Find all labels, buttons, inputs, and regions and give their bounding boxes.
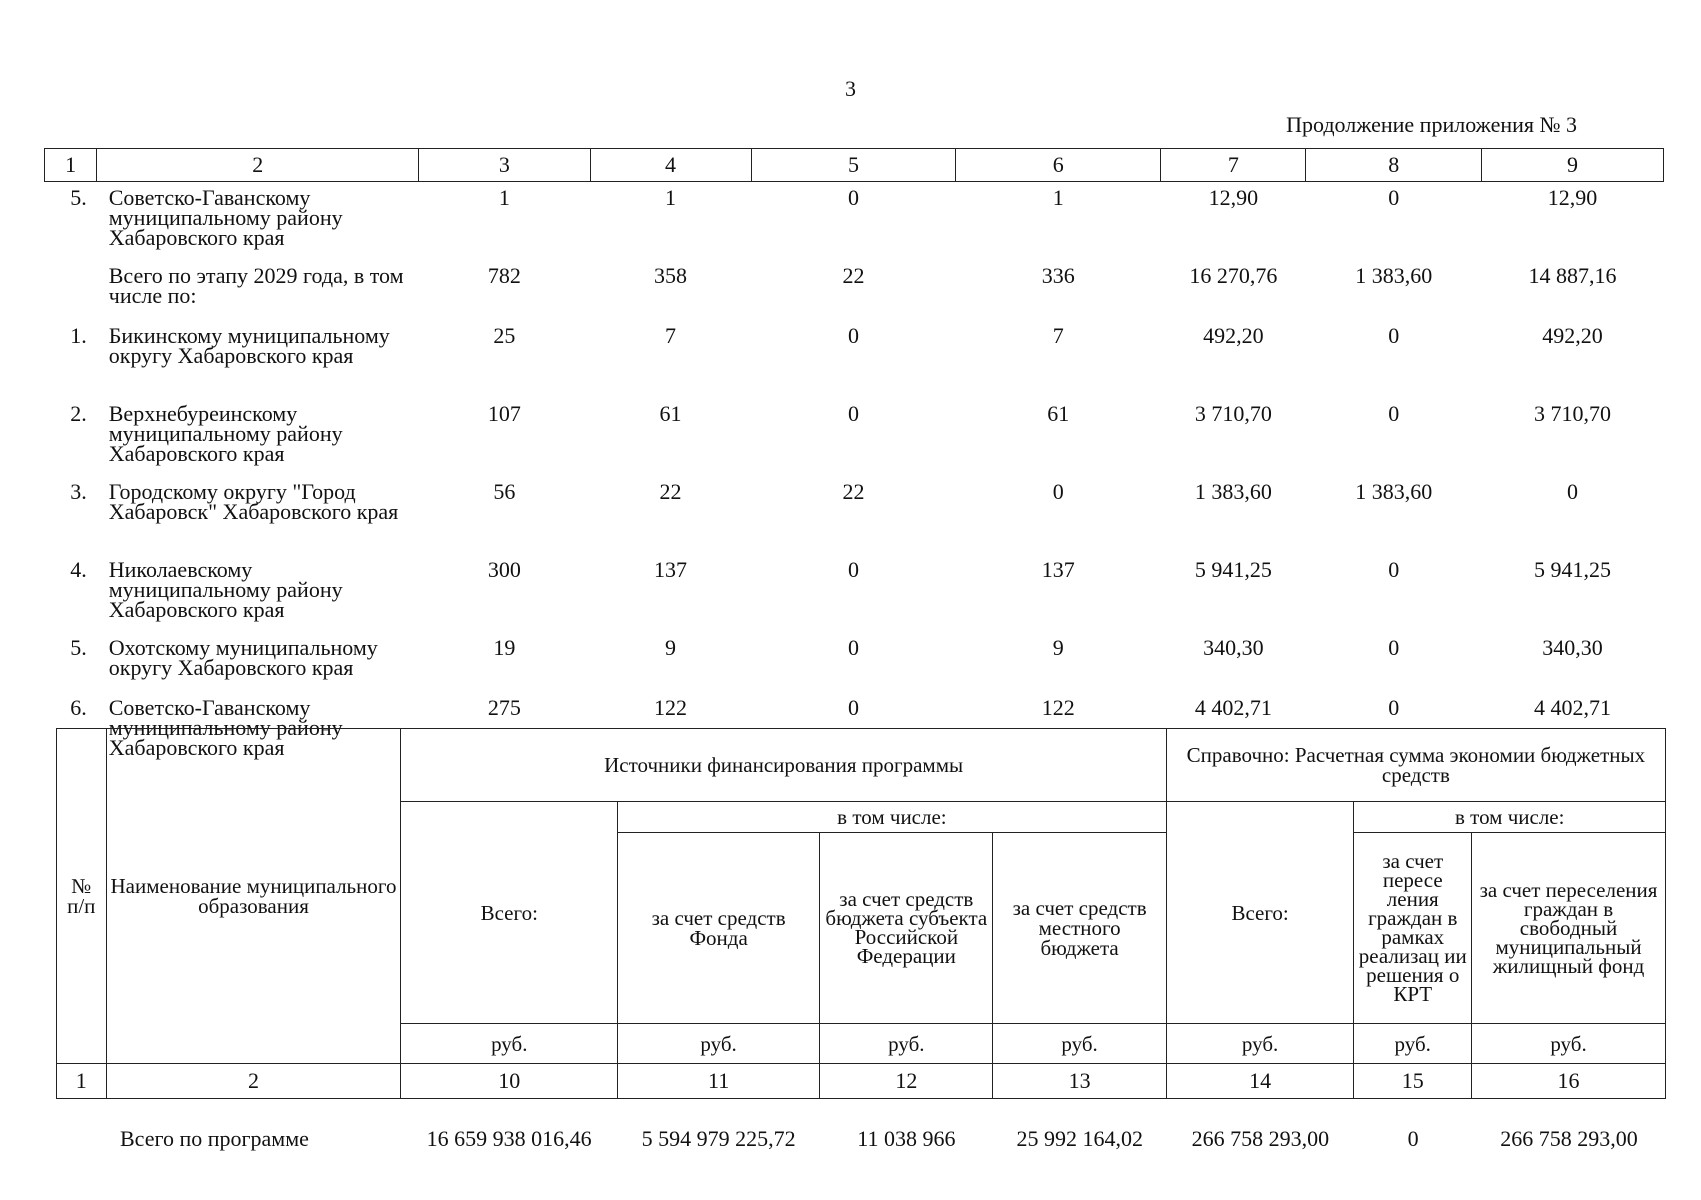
header-including: в том числе: [618, 802, 1167, 833]
cell-value: 1 383,60 [1194, 479, 1272, 504]
header-reference-savings: Справочно: Расчетная сумма экономии бюджетных средств [1166, 729, 1665, 802]
header-free-fund: за счет переселения граждан в свободный муниципальный жилищный фонд [1472, 833, 1666, 1024]
table-row [45, 554, 1664, 632]
top-column-number: 2 [97, 149, 419, 182]
total-value: 11 038 966 [857, 1126, 956, 1151]
unit-label: руб. [1166, 1024, 1354, 1064]
cell-value: 1 383,60 [1355, 263, 1433, 288]
header-municipality-name: Наименование муниципального образования [106, 729, 401, 1064]
top-table [44, 148, 1664, 770]
municipality-name: Советско-Гаванскому муниципальному району Хабаровского края [108, 695, 343, 760]
cell-value: 0 [847, 695, 859, 720]
header-reference-including: в том числе: [1354, 802, 1666, 833]
cell-value: 492,20 [1542, 323, 1603, 348]
table-row [45, 260, 1664, 320]
table-row [45, 632, 1664, 692]
cell-value: 0 [847, 185, 859, 210]
municipality-name: Городскому округу "Город Хабаровск" Хабаровского края [108, 479, 399, 524]
cell-value: 0 [1388, 401, 1400, 426]
total-label: Всего по программе [120, 1126, 309, 1151]
cell-value: 7 [665, 323, 677, 348]
row-number: 3. [70, 479, 87, 504]
bottom-column-number: 10 [401, 1064, 618, 1099]
cell-value: 0 [847, 401, 859, 426]
cell-value: 1 [1052, 185, 1064, 210]
cell-value: 9 [1052, 635, 1064, 660]
cell-value: 0 [847, 635, 859, 660]
top-column-number: 1 [45, 149, 97, 182]
top-table-column-numbers [45, 149, 1664, 182]
cell-value: 336 [1041, 263, 1075, 288]
top-column-number: 5 [751, 149, 956, 182]
row-number: 6. [70, 695, 87, 720]
row-number: 1. [70, 323, 87, 348]
cell-value: 4 402,71 [1534, 695, 1612, 720]
cell-value: 300 [487, 557, 521, 582]
cell-value: 0 [1388, 323, 1400, 348]
bottom-column-number: 1 [57, 1064, 107, 1099]
total-value: 266 758 293,00 [1191, 1126, 1330, 1151]
cell-value: 3 710,70 [1534, 401, 1612, 426]
continuation-label: Продолжение приложения № 3 [1286, 112, 1577, 137]
header-reference-total: Всего: [1166, 802, 1354, 1024]
cell-value: 275 [487, 695, 521, 720]
header-total: Всего: [401, 802, 618, 1024]
header-krt: за счет пересе ления граждан в рамках реализац ии решения о КРТ [1354, 833, 1472, 1024]
cell-value: 107 [487, 401, 521, 426]
row-number: 5. [70, 635, 87, 660]
municipality-name: Всего по этапу 2029 года, в том числе по: [108, 263, 404, 308]
bottom-table-column-numbers [57, 1064, 1666, 1099]
page-number: 3 [845, 76, 856, 101]
header-local-budget: за счет средств местного бюджета [993, 833, 1166, 1024]
total-value: 5 594 979 225,72 [641, 1126, 796, 1151]
bottom-table [56, 728, 1666, 1099]
unit-label: руб. [401, 1024, 618, 1064]
bottom-column-number: 11 [618, 1064, 820, 1099]
unit-label: руб. [618, 1024, 820, 1064]
bottom-column-number: 13 [993, 1064, 1166, 1099]
cell-value: 61 [1047, 401, 1070, 426]
municipality-name: Советско-Гаванскому муниципальному району Хабаровского края [108, 185, 343, 250]
bottom-column-number: 12 [820, 1064, 993, 1099]
cell-value: 0 [847, 557, 859, 582]
municipality-name: Бикинскому муниципальному округу Хабаровского края [108, 323, 390, 368]
cell-value: 340,30 [1542, 635, 1603, 660]
table-row [45, 320, 1664, 398]
row-number: 5. [70, 185, 87, 210]
unit-label: руб. [820, 1024, 993, 1064]
cell-value: 358 [654, 263, 688, 288]
cell-value: 122 [1041, 695, 1075, 720]
cell-value: 3 710,70 [1194, 401, 1272, 426]
row-number: 2. [70, 401, 87, 426]
cell-value: 0 [847, 323, 859, 348]
cell-value: 56 [493, 479, 516, 504]
cell-value: 340,30 [1203, 635, 1264, 660]
cell-value: 492,20 [1203, 323, 1264, 348]
total-value: 25 992 164,02 [1016, 1126, 1144, 1151]
bottom-column-number: 14 [1166, 1064, 1354, 1099]
total-value: 0 [1407, 1126, 1419, 1151]
top-column-number: 4 [590, 149, 751, 182]
cell-value: 14 887,16 [1528, 263, 1617, 288]
cell-value: 22 [842, 263, 865, 288]
cell-value: 12,90 [1547, 185, 1598, 210]
total-value: 16 659 938 016,46 [426, 1126, 592, 1151]
cell-value: 137 [654, 557, 688, 582]
table-row [45, 182, 1664, 261]
bottom-column-number: 15 [1354, 1064, 1472, 1099]
top-column-number: 3 [419, 149, 590, 182]
cell-value: 22 [659, 479, 682, 504]
cell-value: 5 941,25 [1534, 557, 1612, 582]
cell-value: 0 [1388, 635, 1400, 660]
unit-label: руб. [1354, 1024, 1472, 1064]
header-row-number: № п/п [57, 729, 107, 1064]
unit-label: руб. [993, 1024, 1166, 1064]
top-column-number: 7 [1161, 149, 1306, 182]
header-fund: за счет средств Фонда [618, 833, 820, 1024]
table-row [45, 476, 1664, 554]
cell-value: 122 [654, 695, 688, 720]
cell-value: 12,90 [1208, 185, 1259, 210]
header-subject-budget: за счет средств бюджета субъекта Российской Федерации [820, 833, 993, 1024]
top-column-number: 8 [1306, 149, 1482, 182]
program-total-row [56, 1124, 1666, 1154]
cell-value: 0 [1388, 185, 1400, 210]
cell-value: 16 270,76 [1189, 263, 1278, 288]
row-number: 4. [70, 557, 87, 582]
municipality-name: Николаевскому муниципальному району Хабаровского края [108, 557, 343, 622]
table-row [45, 398, 1664, 476]
cell-value: 9 [665, 635, 677, 660]
cell-value: 22 [842, 479, 865, 504]
cell-value: 19 [493, 635, 516, 660]
bottom-column-number: 16 [1472, 1064, 1666, 1099]
top-column-number: 6 [956, 149, 1161, 182]
cell-value: 782 [487, 263, 521, 288]
cell-value: 25 [493, 323, 516, 348]
cell-value: 137 [1041, 557, 1075, 582]
cell-value: 0 [1388, 557, 1400, 582]
municipality-name: Верхнебуреинскому муниципальному району Хабаровского края [108, 401, 343, 466]
municipality-name: Охотскому муниципальному округу Хабаровского края [108, 635, 378, 680]
bottom-column-number: 2 [106, 1064, 401, 1099]
cell-value: 1 [498, 185, 510, 210]
top-column-number: 9 [1482, 149, 1664, 182]
row-number [45, 260, 97, 320]
cell-value: 61 [659, 401, 682, 426]
cell-value: 1 383,60 [1355, 479, 1433, 504]
unit-label: руб. [1472, 1024, 1666, 1064]
cell-value: 1 [665, 185, 677, 210]
cell-value: 0 [1052, 479, 1064, 504]
cell-value: 4 402,71 [1194, 695, 1272, 720]
header-financing-sources: Источники финансирования программы [401, 729, 1166, 802]
cell-value: 0 [1388, 695, 1400, 720]
cell-value: 5 941,25 [1194, 557, 1272, 582]
cell-value: 7 [1052, 323, 1064, 348]
cell-value: 0 [1567, 479, 1579, 504]
total-value: 266 758 293,00 [1500, 1126, 1638, 1151]
